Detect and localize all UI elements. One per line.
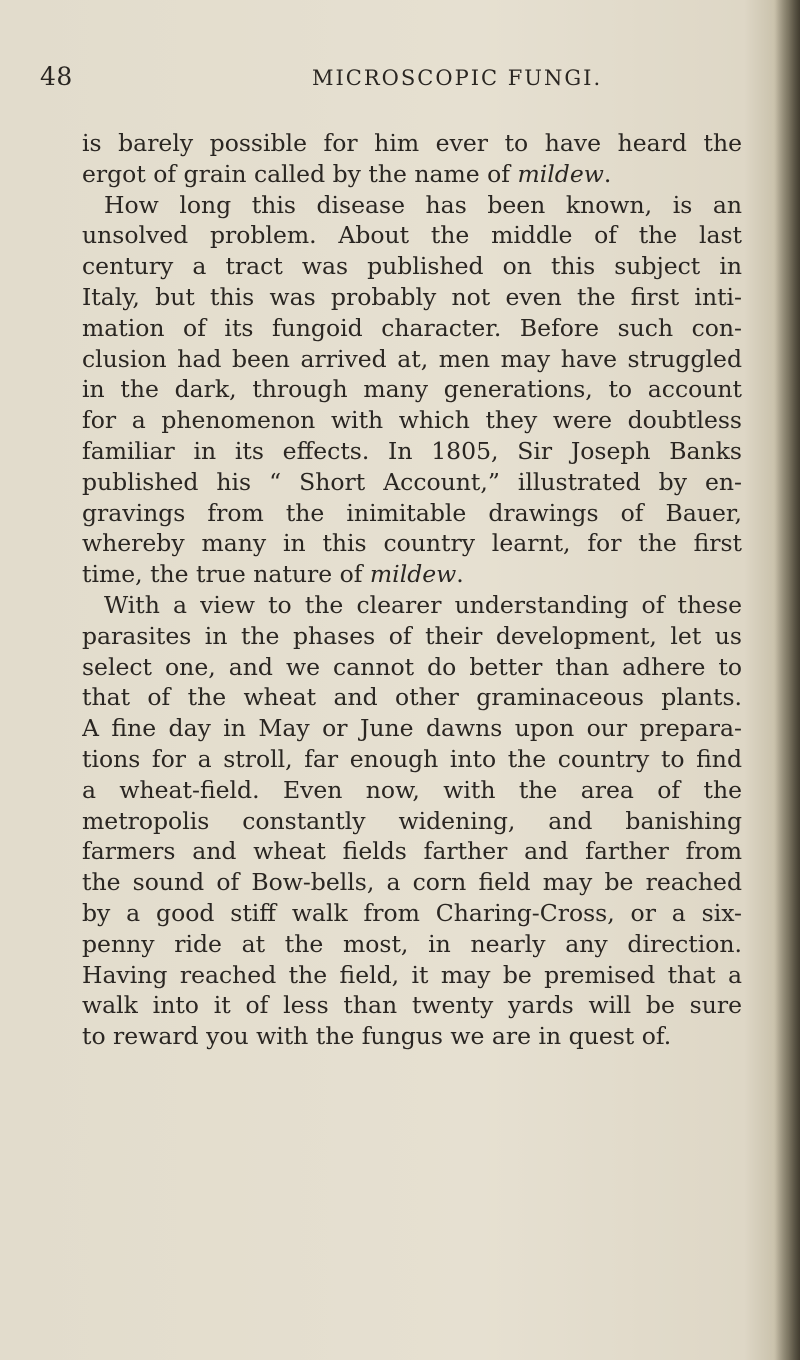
text-line: time, the true nature of mildew. xyxy=(82,560,464,589)
running-title: MICROSCOPIC FUNGI. xyxy=(312,66,603,90)
text-line: is barely possible for him ever to have heard the xyxy=(82,129,742,157)
text-line: select one, and we cannot do better than adhere to xyxy=(82,652,742,681)
text-line: clusion had been arrived at, men may have struggled xyxy=(82,344,742,373)
text-line: Having reached the field, it may be premised that a xyxy=(82,960,742,989)
text-line: metropolis constantly widening, and banishing xyxy=(82,806,742,835)
text-line: that of the wheat and other graminaceous plants. xyxy=(82,683,742,712)
text-line: whereby many in this country learnt, for the first xyxy=(82,529,742,558)
running-head xyxy=(40,62,760,98)
text-line: ergot of grain called by the name of mildew. xyxy=(82,159,612,188)
text-line: to reward you with the fungus we are in quest of. xyxy=(82,1022,672,1051)
text-line: familiar in its effects. In 1805, Sir Joseph Banks xyxy=(82,436,742,465)
text-line: walk into it of less than twenty yards will be sure xyxy=(82,991,742,1020)
text-line: by a good stiff walk from Charing-Cross, or a six- xyxy=(82,898,742,927)
paragraph-first-line: How long this disease has been known, is an xyxy=(104,190,742,219)
text-line: farmers and wheat fields farther and farther from xyxy=(82,837,742,866)
text-line: for a phenomenon with which they were doubtless xyxy=(82,406,742,435)
text-line: A fine day in May or June dawns upon our prepara- xyxy=(82,714,742,743)
text-line: a wheat-field. Even now, with the area of the xyxy=(82,775,742,804)
text-line: published his “ Short Account,” illustrated by en- xyxy=(82,467,742,496)
text-line: Italy, but this was probably not even the first inti- xyxy=(82,282,742,311)
italic-term: mildew xyxy=(517,159,604,188)
page-gutter-shadow xyxy=(774,0,800,1360)
text-line: parasites in the phases of their development, let us xyxy=(82,621,742,650)
text-line: gravings from the inimitable drawings of Bauer, xyxy=(82,498,742,527)
text-line: penny ride at the most, in nearly any direction. xyxy=(82,929,742,958)
text-line: unsolved problem. About the middle of the last xyxy=(82,221,742,250)
paragraph-first-line: With a view to the clearer understanding of these xyxy=(104,590,742,619)
body-text xyxy=(82,128,742,1052)
italic-term: mildew xyxy=(369,560,457,589)
text-line: tions for a stroll, far enough into the country to find xyxy=(82,744,742,773)
page-number: 48 xyxy=(40,62,73,91)
text-line: century a tract was published on this subject in xyxy=(82,252,742,281)
text-line: the sound of Bow-bells, a corn field may be reached xyxy=(82,868,742,897)
text-line: mation of its fungoid character. Before such con- xyxy=(82,313,742,342)
text-line: in the dark, through many generations, to account xyxy=(82,375,742,404)
